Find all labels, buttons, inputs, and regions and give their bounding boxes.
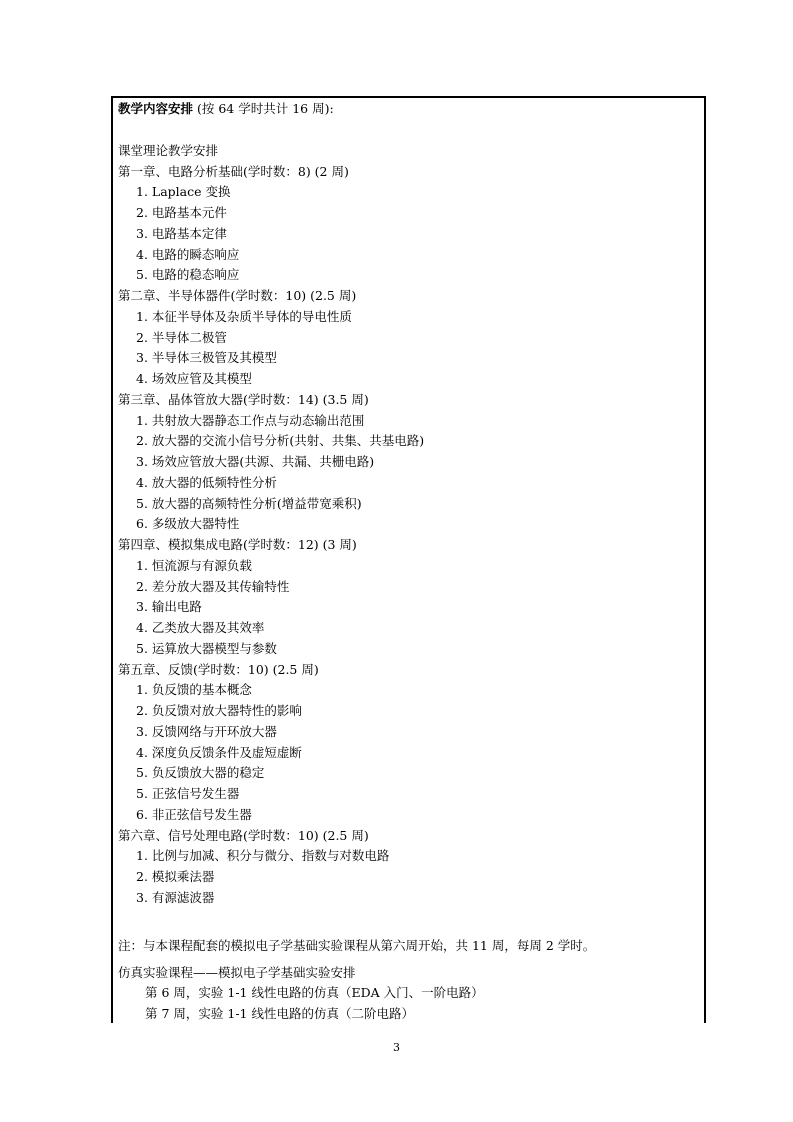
list-item: 4. 深度负反馈条件及虚短虚断 [136, 745, 302, 760]
list-item: 4. 乙类放大器及其效率 [136, 620, 265, 635]
list-item: 4. 电路的瞬态响应 [136, 247, 240, 262]
list-item: 5. 正弦信号发生器 [136, 786, 240, 801]
lab-section-title: 仿真实验课程——模拟电子学基础实验安排 [118, 965, 356, 980]
list-item: 4. 放大器的低频特性分析 [136, 475, 277, 490]
list-item: 5. 负反馈放大器的稳定 [136, 765, 265, 780]
section-theory-title: 课堂理论教学安排 [118, 143, 219, 158]
list-item: 2. 模拟乘法器 [136, 869, 215, 884]
heading-bold-text: 教学内容安排 [118, 101, 194, 116]
list-item: 1. 共射放大器静态工作点与动态输出范围 [136, 413, 365, 428]
heading-rest-text: (按 64 学时共计 16 周): [193, 101, 334, 116]
list-item: 2. 放大器的交流小信号分析(共射、共集、共基电路) [136, 433, 425, 448]
list-item: 1. 负反馈的基本概念 [136, 682, 252, 697]
lab-note: 注：与本课程配套的模拟电子学基础实验课程从第六周开始，共 11 周，每周 2 学时。 [118, 938, 596, 953]
list-item: 3. 有源滤波器 [136, 890, 215, 905]
list-item: 6. 多级放大器特性 [136, 516, 240, 531]
chapter-3-title: 第三章、晶体管放大器(学时数：14) (3.5 周) [118, 392, 369, 407]
list-item: 3. 反馈网络与开环放大器 [136, 724, 277, 739]
list-item: 1. 比例与加减、积分与微分、指数与对数电路 [136, 848, 390, 863]
list-item: 5. 放大器的高频特性分析(增益带宽乘积) [136, 496, 362, 511]
list-item: 1. 本征半导体及杂质半导体的导电性质 [136, 309, 352, 324]
list-item: 3. 半导体三极管及其模型 [136, 350, 277, 365]
chapter-5-title: 第五章、反馈(学时数：10) (2.5 周) [118, 662, 319, 677]
list-item: 2. 差分放大器及其传输特性 [136, 579, 290, 594]
chapter-4-title: 第四章、模拟集成电路(学时数：12) (3 周) [118, 537, 357, 552]
chapter-6-title: 第六章、信号处理电路(学时数：10) (2.5 周) [118, 828, 369, 843]
list-item: 5. 运算放大器模型与参数 [136, 641, 277, 656]
list-item: 6. 非正弦信号发生器 [136, 807, 252, 822]
lab-item: 第 6 周，实验 1-1 线性电路的仿真（EDA 入门、一阶电路） [145, 985, 484, 1000]
list-item: 5. 电路的稳态响应 [136, 267, 240, 282]
list-item: 3. 输出电路 [136, 599, 202, 614]
list-item: 3. 电路基本定律 [136, 226, 227, 241]
list-item: 2. 电路基本元件 [136, 205, 227, 220]
schedule-heading [118, 101, 334, 117]
page-number: 3 [393, 1041, 400, 1054]
list-item: 3. 场效应管放大器(共源、共漏、共栅电路) [136, 454, 375, 469]
chapter-2-title: 第二章、半导体器件(学时数：10) (2.5 周) [118, 288, 357, 303]
list-item: 2. 半导体二极管 [136, 330, 227, 345]
list-item: 4. 场效应管及其模型 [136, 371, 252, 386]
lab-item: 第 7 周，实验 1-1 线性电路的仿真（二阶电路） [145, 1006, 414, 1021]
list-item: 1. Laplace 变换 [136, 184, 231, 199]
list-item: 2. 负反馈对放大器特性的影响 [136, 703, 302, 718]
list-item: 1. 恒流源与有源负载 [136, 558, 252, 573]
chapter-1-title: 第一章、电路分析基础(学时数：8) (2 周) [118, 164, 349, 179]
